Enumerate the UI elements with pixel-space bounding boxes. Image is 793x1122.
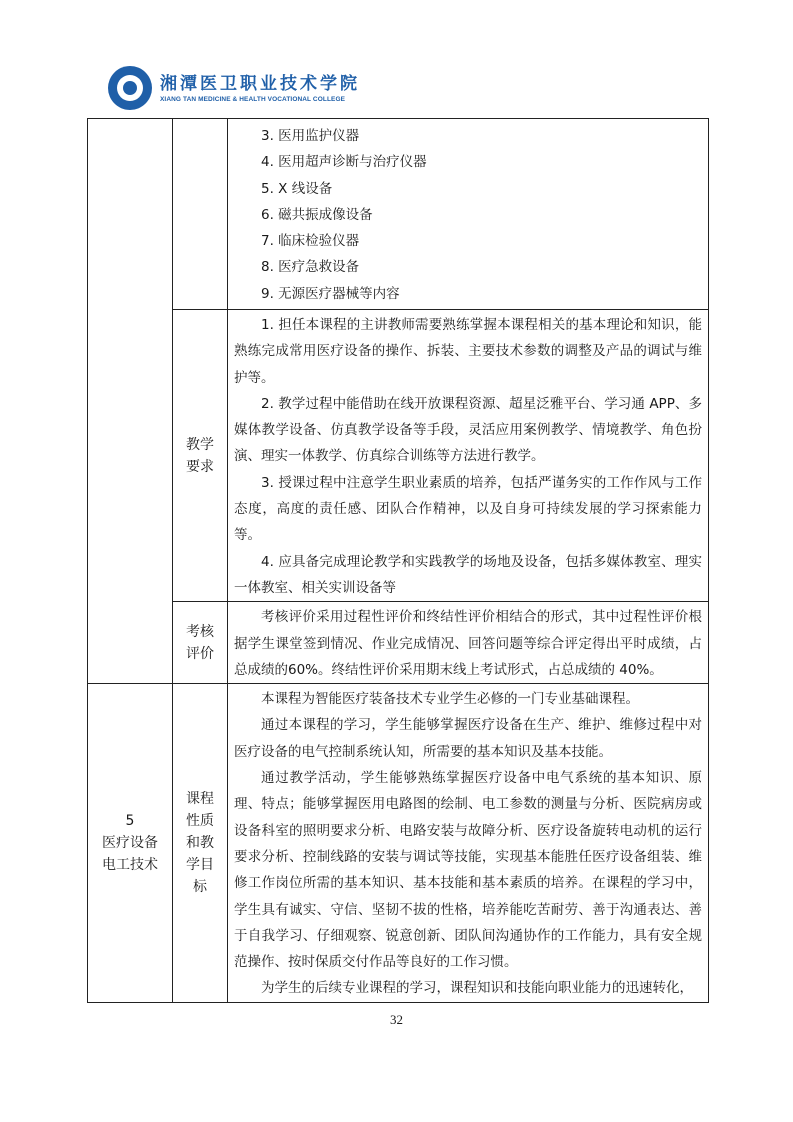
assessment-label: 考核评价 (173, 602, 228, 684)
paragraph: 考核评价采用过程性评价和终结性评价相结合的形式，其中过程性评价根据学生课堂签到情况、作业完成情况、回答问题等综合评定得出平时成绩，占总成绩的60%。终结性评价采用期末线上考试形式，占总成绩的 40%。 (234, 609, 702, 678)
course-cell-continued (88, 119, 173, 684)
paragraph: 通过教学活动，学生能够熟练掌握医疗设备中电气系统的基本知识、原理、特点；能够掌握医用电路图的绘制、电工参数的测量与分析、医院病房或设备科室的照明要求分析、电路安装与故障分析、医疗设备旋转电动机的运行要求分析、控制线路的安装与调试等技能，实现基本能胜任医疗设备组装、维修工作岗位所需的基本知识、基本技能和基本素质的培养。在课程的学习中，学生具有诚实、守信、坚韧不拔的性格，培养能吃苦耐劳、善于沟通表达、善于自我学习、仔细观察、锐意创新、团队间沟通协作的工作能力，具有安全规范操作、按时保质交付作品等良好的工作习惯。 (234, 770, 702, 971)
paragraph: 2. 教学过程中能借助在线开放课程资源、超星泛雅平台、学习通 APP、多媒体教学设备、仿真教学设备等手段，灵活应用案例教学、情境教学、角色扮演、理实一体教学、仿真综合训练等方法进行教学。 (234, 395, 702, 465)
course-nature-content (228, 684, 709, 1003)
list-item: 9. 无源医疗器械等内容 (261, 285, 400, 302)
assessment-content (228, 602, 709, 684)
curriculum-table (87, 118, 709, 1003)
college-logo-icon (108, 66, 152, 110)
paragraph: 为学生的后续专业课程的学习，课程知识和技能向职业能力的迅速转化， (261, 980, 693, 997)
course-number: 5 (125, 812, 135, 829)
paragraph: 本课程为智能医疗装备技术专业学生必修的一门专业基础课程。 (261, 691, 639, 708)
table-row (88, 310, 709, 602)
list-item: 6. 磁共振成像设备 (261, 206, 373, 223)
table-row (88, 119, 709, 310)
page-header (108, 66, 360, 110)
paragraph: 4. 应具备完成理论教学和实践教学的场地及设备，包括多媒体教室、理实一体教室、相关实训设备等 (234, 553, 702, 596)
list-item: 8. 医疗急救设备 (261, 259, 360, 276)
teaching-requirements-label: 教学要求 (173, 310, 228, 602)
course-cell (88, 684, 173, 1003)
content-items-cell (228, 119, 709, 310)
college-name-en: XIANG TAN MEDICINE & HEALTH VOCATIONAL COLLEGE (160, 95, 346, 103)
label-cell-empty (173, 119, 228, 310)
table-row (88, 602, 709, 684)
page-number: 32 (390, 1012, 403, 1027)
paragraph: 1. 担任本课程的主讲教师需要熟练掌握本课程相关的基本理论和知识，能熟练完成常用医疗设备的操作、拆装、主要技术参数的调整及产品的调试与维护等。 (234, 317, 702, 386)
table-row (88, 684, 709, 1003)
paragraph: 3. 授课过程中注意学生职业素质的培养，包括严谨务实的工作作风与工作态度，高度的责任感、团队合作精神，以及自身可持续发展的学习探索能力等。 (234, 474, 702, 544)
college-name-cn: 湘潭医卫职业技术学院 (160, 73, 360, 94)
list-item: 7. 临床检验仪器 (261, 233, 360, 250)
course-nature-label: 课程性质和教学目标 (173, 684, 228, 1003)
list-item: 5. X 线设备 (261, 180, 333, 197)
course-name: 医疗设备电工技术 (102, 834, 158, 873)
teaching-requirements-content (228, 310, 709, 602)
college-name (160, 73, 360, 104)
list-item: 3. 医用监护仪器 (261, 127, 360, 144)
list-item: 4. 医用超声诊断与治疗仪器 (261, 154, 427, 171)
paragraph: 通过本课程的学习，学生能够掌握医疗设备在生产、维护、维修过程中对医疗设备的电气控制系统认知，所需要的基本知识及基本技能。 (234, 717, 702, 760)
